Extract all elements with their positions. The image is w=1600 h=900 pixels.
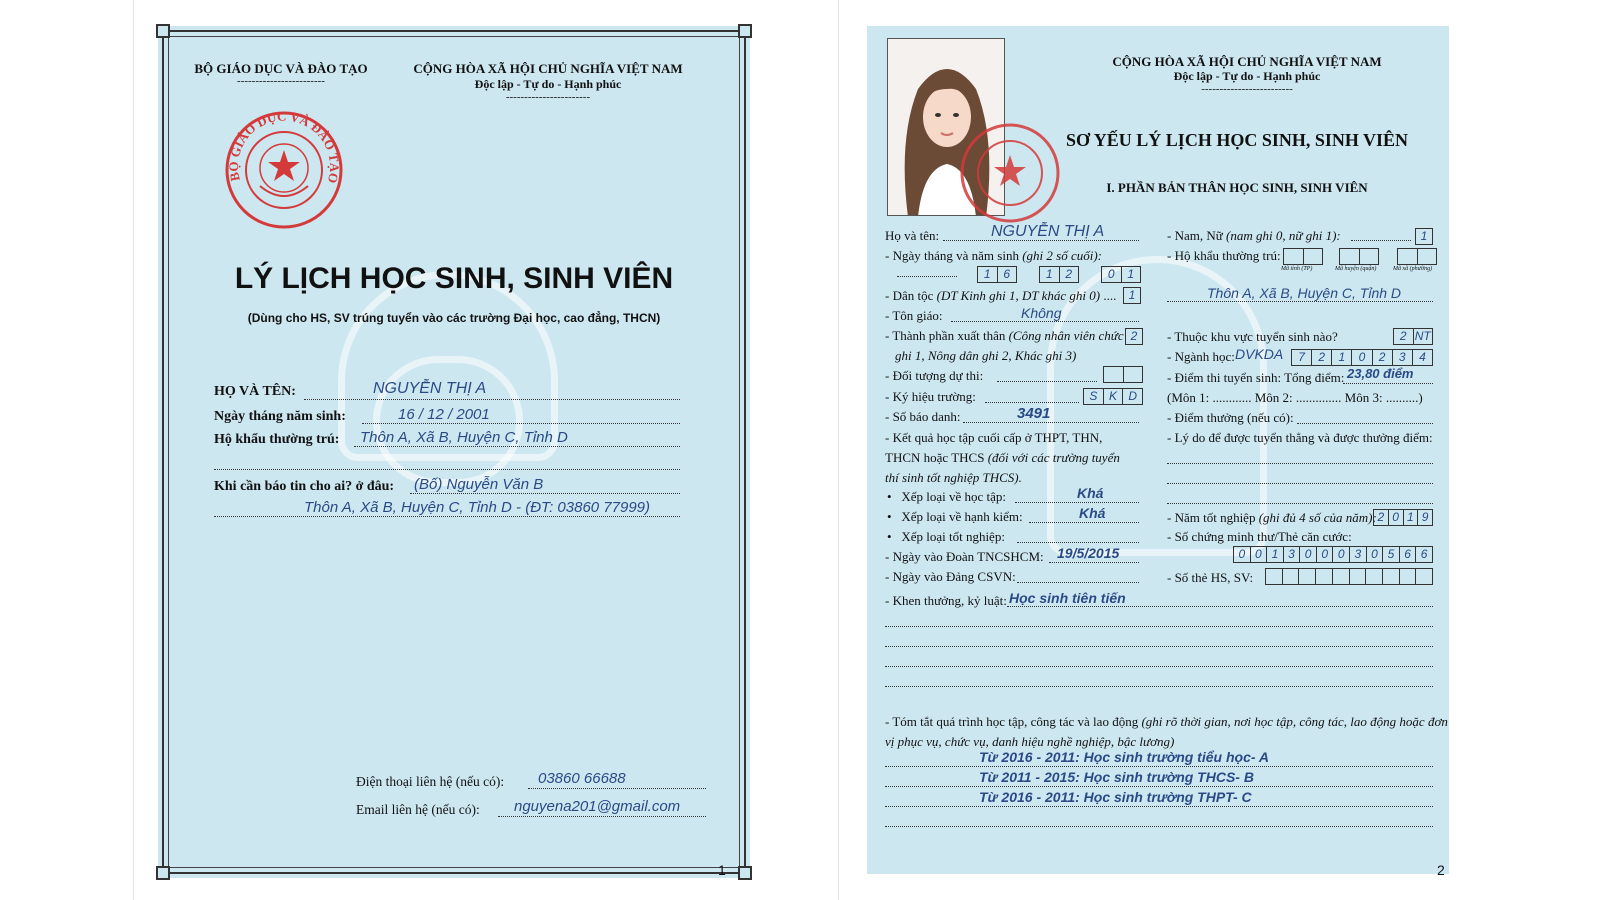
cover-subtitle: (Dùng cho HS, SV trúng tuyển vào các trường Đại học, cao đẳng, THCN) (247, 311, 661, 325)
box-cell: 3 (1350, 547, 1367, 562)
history-item-1: Từ 2016 - 2011: Học sinh trường tiểu học- A (979, 749, 1269, 765)
cover-sheet: BỘ GIÁO DỤC VÀ ĐÀO TẠO ------------------------ CỘNG HÒA XÃ HỘI CHỦ NGHĨA VIỆT NAM Độc lập - Tự do - Hạnh phúc ----------------------- BỘ GIÁO DỤC VÀ ĐÀO TẠO LÝ LỊCH HỌC SINH, SINH VIÊN (Dùng cho HS, SV trúng tuyển vào các trường Đại học, cao đẳng, THCN) HỌ VÀ TÊN: NGUYỄN THỊ A Ngày tháng năm sinh: 16 / 12 / 2001 Hộ khẩu thường trú: Thôn A, Xã B, Huyện C, Tỉnh D Khi cần báo tin cho ai? ở đâu: (Bố) Nguyễn Văn B Thôn A, Xã B, Huyện C, Tỉnh D - (ĐT: 03860 77999) Điện thoại liên hệ (nếu có): 03860 66688 Email liên hệ (nếu có): nguyena201@gmail.com (158, 26, 750, 878)
fullname-value: NGUYỄN THỊ A (991, 223, 1105, 240)
dob-year-boxes (1101, 266, 1141, 283)
dob-label: Ngày tháng năm sinh: (214, 409, 346, 424)
school-code-boxes (1083, 388, 1143, 405)
motto: Độc lập - Tự do - Hạnh phúc (1173, 69, 1321, 83)
reason-label: - Lý do để được tuyển thẳng và được thưởng điểm: (1167, 430, 1433, 445)
box-cell: 4 (1419, 350, 1426, 364)
box-cell: 1 (1332, 350, 1352, 365)
box-cell: 1 (978, 267, 998, 282)
score-value: 23,80 điểm (1347, 366, 1414, 381)
document-page-2 (839, 0, 1477, 900)
exam-no-value: 3491 (1017, 405, 1051, 422)
ministry-name: BỘ GIÁO DỤC VÀ ĐÀO TẠO (194, 61, 368, 76)
box-cell: 9 (1421, 510, 1429, 524)
box-cell: 1 (1420, 229, 1428, 243)
party-label: - Ngày vào Đảng CSVN: (885, 569, 1016, 584)
ministry-seal (224, 110, 344, 230)
contact-value: (Bố) Nguyễn Văn B (414, 476, 544, 493)
residence-value: Thôn A, Xã B, Huyện C, Tỉnh D (1207, 285, 1402, 301)
residence-label: Hộ khẩu thường trú: (214, 432, 340, 447)
email-value: nguyena201@gmail.com (514, 798, 681, 815)
major-label: - Ngành học: (1167, 349, 1235, 364)
area-label: - Thuộc khu vực tuyển sinh nào? (1167, 329, 1338, 344)
box-cell: 0 (1389, 510, 1404, 525)
box-cell: 0 (1234, 547, 1251, 562)
name-value: NGUYỄN THỊ A (373, 380, 487, 397)
box-cell: 0 (1317, 547, 1334, 562)
religion-label: - Tôn giáo: (885, 308, 943, 323)
gender-label: - Nam, Nữ (nam ghi 0, nữ ghi 1): (1167, 228, 1341, 243)
conduct-label: • Xếp loại về hạnh kiểm: (887, 509, 1023, 524)
box-cell: 2 (1130, 329, 1138, 343)
religion-value: Không (1021, 305, 1062, 321)
email-label: Email liên hệ (nếu có): (356, 802, 480, 817)
box-cell: K (1104, 389, 1124, 404)
box-cell: 1 (1128, 288, 1136, 302)
score-label: - Điểm thi tuyển sinh: Tổng điểm: (1167, 370, 1345, 385)
ministry-seal-icon (224, 110, 344, 230)
card-number-boxes (1265, 568, 1433, 585)
study-value: Khá (1077, 485, 1104, 501)
summary-label: - Tóm tắt quá trình học tập, công tác và lao động (ghi rõ thời gian, nơi học tập, công tác, lao động hoặc đơn (885, 714, 1448, 729)
box-cell: 2 (1394, 329, 1414, 344)
target-boxes (1103, 366, 1143, 383)
motto: Độc lập - Tự do - Hạnh phúc (474, 77, 622, 91)
grad-year-label: - Năm tốt nghiệp (ghi đủ 4 số của năm): (1167, 510, 1377, 525)
subjects-line: (Môn 1: ............ Môn 2: .............. Môn 3: ..........) (1167, 390, 1423, 405)
box-cell: 0 (1102, 267, 1122, 282)
dob-value: 16 / 12 / 2001 (398, 406, 490, 423)
box-cell: 6 (1003, 267, 1011, 281)
contact-label: Khi cần báo tin cho ai? ở đâu: (214, 479, 395, 494)
box-cell: 3 (1393, 350, 1413, 365)
fullname-label: Họ và tên: (885, 228, 940, 243)
id-label: - Số chứng minh thư/Thẻ căn cước: (1167, 529, 1352, 544)
box-cell: 0 (1352, 350, 1372, 365)
svg-text:BỘ GIÁO DỤC VÀ ĐÀO TẠO: BỘ GIÁO DỤC VÀ ĐÀO TẠO (225, 110, 343, 185)
id-number-boxes (1233, 546, 1433, 563)
document-page-1 (134, 0, 774, 900)
bonus-label: - Điểm thưởng (nếu có): (1167, 410, 1294, 425)
page-number: 1 (718, 862, 726, 878)
box-cell: 7 (1292, 350, 1312, 365)
cover-title: LÝ LỊCH HỌC SINH, SINH VIÊN (234, 262, 674, 295)
box-cell: 5 (1383, 547, 1400, 562)
section-title: I. PHẦN BẢN THÂN HỌC SINH, SINH VIÊN (1106, 180, 1368, 195)
contact-address: Thôn A, Xã B, Huyện C, Tỉnh D - (ĐT: 03860 77999) (304, 499, 650, 516)
grad-rank-label: • Xếp loại tốt nghiệp: (887, 529, 1005, 544)
area-boxes (1393, 328, 1433, 345)
box-cell: 2 (1065, 267, 1073, 281)
box-cell: S (1084, 389, 1104, 404)
ethnicity-box (1123, 287, 1141, 304)
results-label: - Kết quả học tập cuối cấp ở THPT, THN, (885, 430, 1103, 445)
youth-value: 19/5/2015 (1057, 545, 1120, 561)
profile-title: SƠ YẾU LÝ LỊCH HỌC SINH, SINH VIÊN (1065, 130, 1409, 150)
box-cell: 3 (1284, 547, 1301, 562)
box-cell: 2 (1373, 350, 1393, 365)
ethnicity-label: - Dân tộc (DT Kinh ghi 1, DT khác ghi 0) .... (885, 288, 1117, 303)
page-number: 2 (1437, 862, 1445, 878)
republic-heading: CỘNG HÒA XÃ HỘI CHỦ NGHĨA VIỆT NAM (413, 61, 683, 76)
box-cell: 0 (1251, 547, 1268, 562)
origin-label: - Thành phần xuất thân (Công nhân viên chức (885, 328, 1124, 343)
major-code-boxes (1291, 349, 1433, 366)
exam-no-label: - Số báo danh: (885, 409, 961, 424)
reward-label: - Khen thưởng, kỷ luật: (885, 593, 1007, 608)
name-label: HỌ VÀ TÊN: (214, 384, 296, 399)
dob-label: - Ngày tháng và năm sinh (ghi 2 số cuối): (885, 248, 1102, 263)
target-label: - Đối tượng dự thi: (885, 368, 984, 383)
box-cell: 2 (1312, 350, 1332, 365)
residence-label: - Hộ khẩu thường trú: (1167, 248, 1281, 263)
reward-value: Học sinh tiên tiến (1009, 590, 1126, 606)
school-code-label: - Ký hiệu trường: (885, 389, 976, 404)
box-cell: 0 (1300, 547, 1317, 562)
box-cell: 1 (1127, 267, 1135, 281)
dob-day-boxes (977, 266, 1017, 283)
profile-sheet: CỘNG HÒA XÃ HỘI CHỦ NGHĨA VIỆT NAM Độc lập - Tự do - Hạnh phúc ------------------------- SƠ YẾU LÝ LỊCH HỌC SINH, SINH VIÊN I. PHẦN BẢN THÂN HỌC SINH, SINH VIÊN Họ và tên: NGUYỄN THỊ A - Ngày tháng và năm sinh (ghi 2 số cuối): 1 6 1 2 0 1 - Dân tộc (DT Kinh ghi 1, DT khác ghi 0) .... 1 - Tôn giáo: Không - Thành phần xuất thân (Công nhân viên chức 2 ghi 1, Nông dân ghi 2, Khác ghi 3) - Đối tượng dự thi: - Ký hiệu trường: S K D - Số báo danh: 3491 - Kết quả học tập cuối cấp ở THPT, THN, THCN hoặc THCS (đối với các trường tuyển thí sinh tốt nghiệp THCS). • Xếp loại về học tập: Khá • Xếp loại về hạnh kiểm: Khá • Xếp loại tốt nghiệp: - Ngày vào Đoàn TNCSHCM: 19/5/2015 - Ngày vào Đảng CSVN: - Nam, Nữ (nam ghi 0, nữ ghi 1): 1 - Hộ khẩu thường trú: Mã tỉnh (TP) Mã huyện (quận) Mã xã (phường) Thôn A, Xã B, Huyện C, Tỉnh D - Thuộc khu vực tuyển sinh nào? 2 NT - Ngành học: DVKDA 7 2 1 0 2 3 4 - Điểm thi tuyển sinh: Tổng điểm: 23,80 điểm (Môn 1: ............ Môn 2: .............. Môn 3: ..........) - Điểm thưởng (nếu có): - Lý do để được tuyển thẳng và được thưởng điểm: - Năm tốt nghiệp (ghi đủ 4 số của năm): 2 0 1 9 - Số chứng minh thư/Thẻ căn cước: 0 0 1 3 0 0 0 3 0 5 6 6 - Số thẻ HS, SV: - Khen thưởng, kỷ luật: Học sinh tiên tiến - Tóm tắt quá trình học tập, công tác và lao động (ghi rõ thời gian, nơi học tập, công tác, lao động hoặc đơn vị phục vụ, chức vụ, danh hiệu nghề nghiệp, bậc lương) Từ 2016 - 2011: Học sinh trường tiểu học- A Từ 2011 - 2015: Học sinh trường THCS- B Từ 2016 - 2011: Học sinh trường THPT- C (867, 26, 1449, 874)
residence-value: Thôn A, Xã B, Huyện C, Tỉnh D (360, 429, 568, 446)
box-cell: D (1128, 389, 1138, 403)
box-cell: 2 (1374, 510, 1389, 525)
major-value: DVKDA (1235, 346, 1284, 362)
dob-month-boxes (1039, 266, 1079, 283)
box-cell: 6 (1400, 547, 1417, 562)
phone-value: 03860 66688 (538, 770, 626, 787)
box-cell: 0 (1367, 547, 1384, 562)
box-cell: NT (1414, 329, 1431, 343)
box-cell: 6 (1420, 547, 1428, 561)
box-cell: 1 (1267, 547, 1284, 562)
gender-box (1415, 228, 1433, 245)
history-item-3: Từ 2016 - 2011: Học sinh trường THPT- C (979, 789, 1252, 805)
youth-label: - Ngày vào Đoàn TNCSHCM: (885, 549, 1044, 564)
card-label: - Số thẻ HS, SV: (1167, 570, 1254, 585)
study-label: • Xếp loại về học tập: (887, 489, 1006, 504)
grad-year-boxes (1373, 509, 1433, 526)
conduct-value: Khá (1079, 505, 1106, 521)
box-cell: 1 (1040, 267, 1060, 282)
origin-box (1125, 328, 1143, 345)
phone-label: Điện thoại liên hệ (nếu có): (356, 774, 505, 789)
box-cell: 0 (1333, 547, 1350, 562)
box-cell: 1 (1404, 510, 1419, 525)
history-item-2: Từ 2011 - 2015: Học sinh trường THCS- B (979, 769, 1254, 785)
republic-heading: CỘNG HÒA XÃ HỘI CHỦ NGHĨA VIỆT NAM (1112, 54, 1382, 69)
